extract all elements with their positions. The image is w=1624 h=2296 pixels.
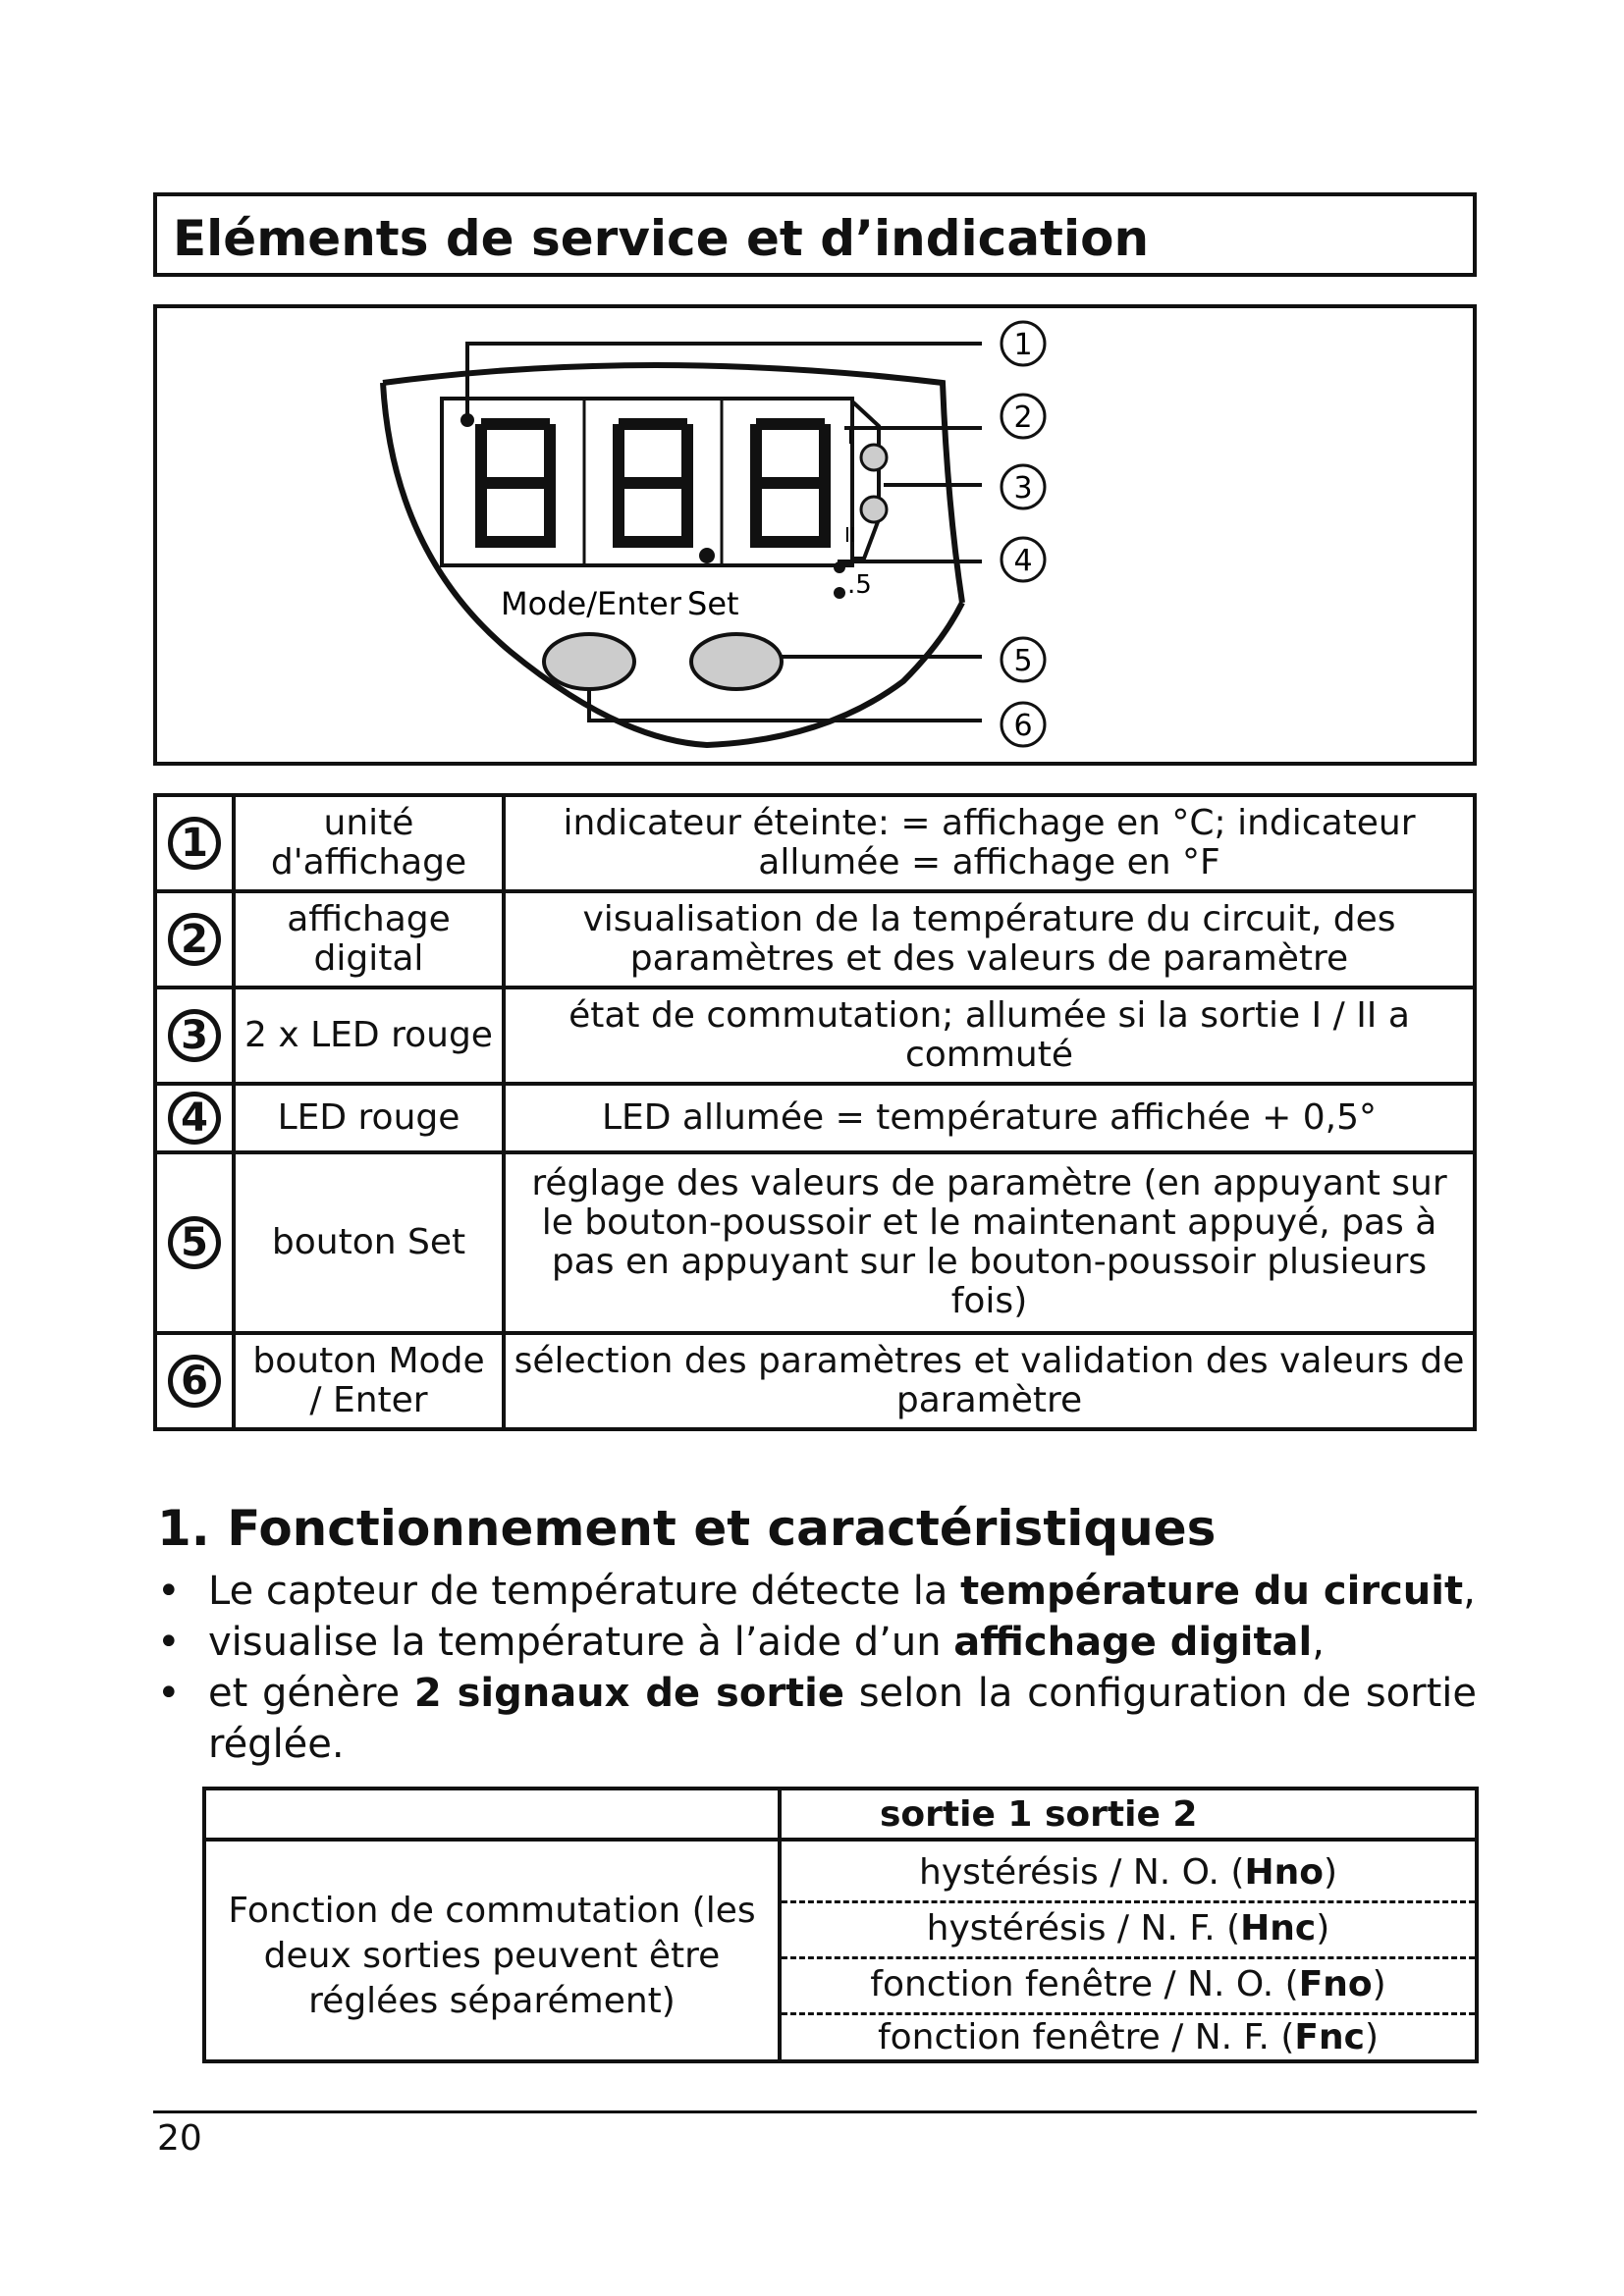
device-diagram [153, 304, 1477, 766]
callout-1: 1 [1013, 328, 1033, 362]
element-name: affichage digital [234, 891, 504, 988]
page-number: 20 [157, 2118, 202, 2159]
element-name: bouton Mode / Enter [234, 1333, 504, 1429]
function-label-cell [202, 1787, 782, 2063]
callout-4: 4 [1013, 544, 1033, 578]
section-header-box [153, 192, 1477, 277]
function-table [202, 1787, 1479, 2063]
table-row [155, 1084, 1475, 1152]
element-name: 2 x LED rouge [234, 988, 504, 1084]
mode-enter-button [544, 634, 634, 689]
element-description: indicateur éteinte: = affichage en °C; indicateur allumée = affichage en °F [504, 795, 1475, 891]
list-item: • visualise la température à l’aide d’un affichage digital, [157, 1617, 1477, 1668]
element-name: unité d'affichage [234, 795, 504, 891]
digit-glyphs [481, 424, 825, 542]
dot-label: .5 [847, 570, 872, 600]
element-description: réglage des valeurs de paramètre (en appuyant sur le bouton-poussoir et le maintenant appuyé, pas à pas en appuyant sur le bouton-poussoir plusieurs fois) [504, 1152, 1475, 1333]
led-output-1 [861, 445, 887, 470]
led-label-1: I [847, 425, 853, 449]
table-row [155, 1152, 1475, 1333]
section-title: 1. Fonctionnement et caractéristiques [157, 1500, 1217, 1557]
table-row [155, 891, 1475, 988]
table-row [155, 988, 1475, 1084]
element-description: LED allumée = température affichée + 0,5° [504, 1084, 1475, 1152]
element-name: bouton Set [234, 1152, 504, 1333]
feature-list [157, 1566, 1477, 1770]
callout-3: 3 [1013, 471, 1033, 506]
footer-rule [153, 2110, 1477, 2113]
option-hno: hystérésis / N. O. (Hno) [919, 1852, 1337, 1893]
element-number: 5 [168, 1216, 221, 1269]
led-label-2: II [844, 523, 856, 547]
function-table-header: sortie 1 sortie 2 [880, 1794, 1198, 1835]
label-mode-enter: Mode/Enter [501, 585, 681, 622]
elements-table [153, 793, 1477, 1431]
callout-6: 6 [1013, 709, 1033, 743]
list-item: • Le capteur de température détecte la température du circuit, [157, 1566, 1477, 1617]
element-name: LED rouge [234, 1084, 504, 1152]
table-row [155, 795, 1475, 891]
list-item: • et génère 2 signaux de sortie selon la configuration de sortie réglée. [157, 1668, 1477, 1770]
label-set: Set [687, 585, 739, 622]
table-row [155, 1333, 1475, 1429]
section-header-title: Eléments de service et d’indication [173, 210, 1150, 267]
set-button [691, 634, 782, 689]
function-label: Fonction de commutation (les deux sorties peuvent être réglées séparément) [228, 1891, 756, 2021]
callout-2: 2 [1013, 400, 1033, 435]
callout-5: 5 [1013, 644, 1033, 678]
element-description: sélection des paramètres et validation des valeurs de paramètre [504, 1333, 1475, 1429]
element-number: 1 [168, 817, 221, 870]
element-number: 6 [168, 1355, 221, 1408]
option-fno: fonction fenêtre / N. O. (Fno) [870, 1964, 1386, 2004]
option-fnc: fonction fenêtre / N. F. (Fnc) [877, 2017, 1380, 2057]
led-output-2 [861, 497, 887, 522]
function-options-cell [778, 1787, 1479, 2063]
element-number: 4 [168, 1092, 221, 1145]
element-number: 3 [168, 1009, 221, 1062]
element-description: visualisation de la température du circuit, des paramètres et des valeurs de paramètre [504, 891, 1475, 988]
option-hnc: hystérésis / N. F. (Hnc) [926, 1908, 1330, 1949]
element-number: 2 [168, 913, 221, 966]
element-description: état de commutation; allumée si la sortie I / II a commuté [504, 988, 1475, 1084]
